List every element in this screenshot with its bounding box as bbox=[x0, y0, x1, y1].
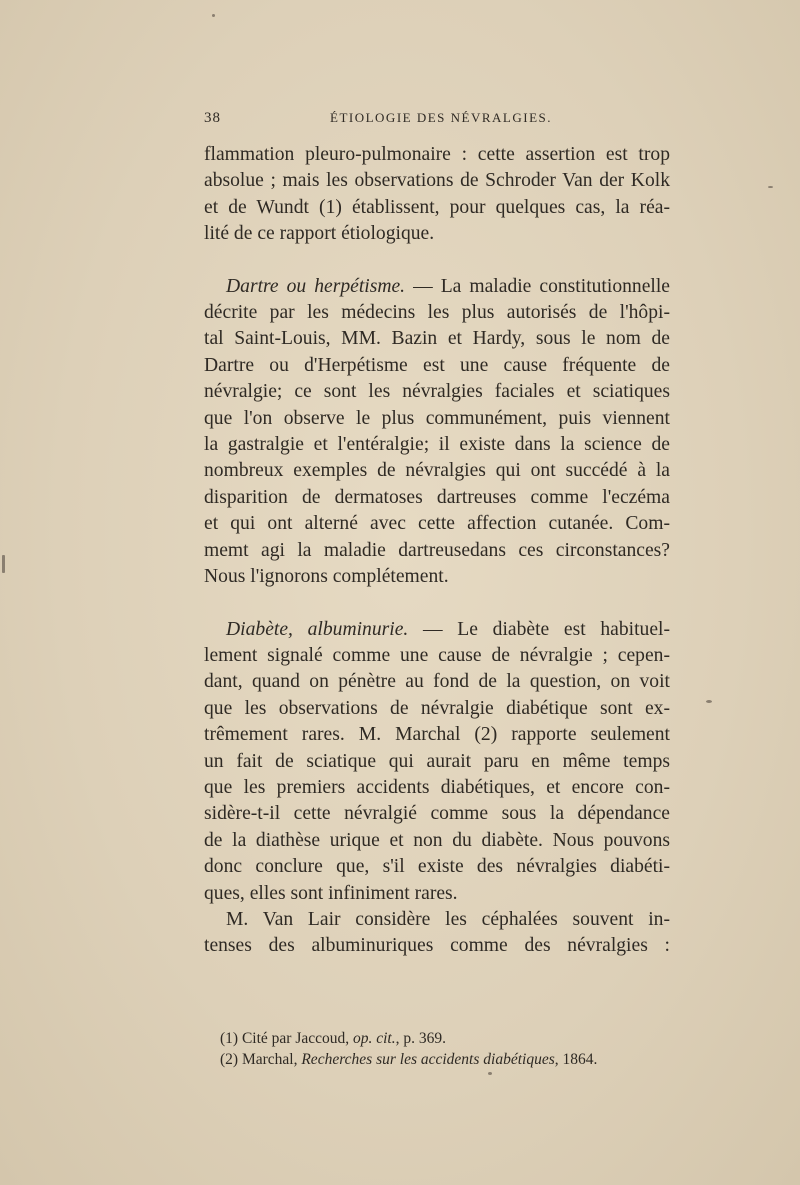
text-line: lement signalé comme une cause de névralgie ; cepen- bbox=[204, 644, 670, 666]
text-line: flammation pleuro-pulmonaire : cette assertion est trop bbox=[204, 144, 670, 165]
footnote-text: , 1864. bbox=[554, 1051, 598, 1068]
footnote-1 bbox=[220, 1028, 670, 1049]
body-text bbox=[204, 142, 670, 960]
running-title: ÉTIOLOGIE DES NÉVRALGIES. bbox=[330, 110, 553, 125]
paper-speck bbox=[2, 555, 5, 573]
paper-speck bbox=[768, 186, 773, 188]
text-line: nombreux exemples de névralgies qui ont succédé à la bbox=[204, 460, 670, 482]
footnote-citation: Recherches sur les accidents diabétiques bbox=[301, 1051, 555, 1068]
text-line: memt agi la maladie dartreusedans ces circonstances? bbox=[204, 539, 670, 561]
text-line: ques, elles sont infiniment rares. bbox=[204, 882, 458, 904]
text-line: et qui ont alterné avec cette affection cutanée. Com- bbox=[204, 513, 670, 535]
text-line: que les premiers accidents diabétiques, et encore con- bbox=[204, 776, 670, 798]
text-line: tal Saint-Louis, MM. Bazin et Hardy, sous le nom de bbox=[204, 328, 670, 350]
footnote-2 bbox=[220, 1049, 670, 1070]
text-line: que l'on observe le plus communément, puis viennent bbox=[204, 407, 670, 429]
text-line: la gastralgie et l'entéralgie; il existe dans la science de bbox=[204, 434, 670, 456]
text-line: absolue ; mais les observations de Schroder Van der Kolk bbox=[204, 170, 670, 192]
paper-speck bbox=[488, 1072, 492, 1075]
text-line: Dartre ou d'Herpétisme est une cause fréquente de bbox=[204, 354, 670, 376]
text-line: donc conclure que, s'il existe des névralgies diabéti- bbox=[204, 856, 670, 878]
text-line: de la diathèse urique et non du diabète. Nous pouvons bbox=[204, 829, 670, 851]
section-heading-dartre: Dartre ou herpétisme. bbox=[226, 275, 406, 297]
text-fragment: — Le diabète est habituel- bbox=[408, 618, 670, 640]
footnote-text: (2) Marchal, bbox=[220, 1051, 302, 1068]
text-line: névralgie; ce sont les névralgies faciales et sciatiques bbox=[204, 381, 670, 403]
section-heading-diabete: Diabète, albuminurie. bbox=[226, 618, 409, 640]
page-number: 38 bbox=[204, 110, 221, 126]
text-line: tenses des albuminuriques comme des névralgies : bbox=[204, 935, 670, 957]
text-line: disparition de dermatoses dartreuses comme l'eczéma bbox=[204, 486, 670, 508]
text-line: et de Wundt (1) établissent, pour quelques cas, la réa- bbox=[204, 196, 670, 218]
text-line: trêmement rares. M. Marchal (2) rapporte seulement bbox=[204, 724, 670, 746]
text-line: dant, quand on pénètre au fond de la question, on voit bbox=[204, 671, 670, 693]
text-line: décrite par les médecins les plus autorisés de l'hôpi- bbox=[204, 302, 670, 324]
text-fragment: — La maladie constitutionnelle bbox=[405, 275, 670, 297]
text-line: M. Van Lair considère les céphalées souvent in- bbox=[226, 908, 670, 930]
text-line: un fait de sciatique qui aurait paru en même temps bbox=[204, 750, 670, 772]
text-line: sidère-t-il cette névralgié comme sous la dépendance bbox=[204, 803, 670, 825]
footnote-citation: op. cit. bbox=[353, 1030, 396, 1047]
text-line: lité de ce rapport étiologique. bbox=[204, 223, 435, 245]
section-first-line bbox=[204, 274, 670, 300]
paper-speck bbox=[212, 14, 215, 17]
footnotes bbox=[220, 1028, 670, 1070]
text-line: Nous l'ignorons complétement. bbox=[204, 566, 449, 588]
footnote-text: (1) Cité par Jaccoud, bbox=[220, 1030, 353, 1047]
footnote-text: , p. 369. bbox=[395, 1030, 446, 1047]
section-first-line bbox=[204, 617, 670, 643]
paper-speck bbox=[706, 700, 712, 703]
text-line: que les observations de névralgie diabétique sont ex- bbox=[204, 697, 670, 719]
